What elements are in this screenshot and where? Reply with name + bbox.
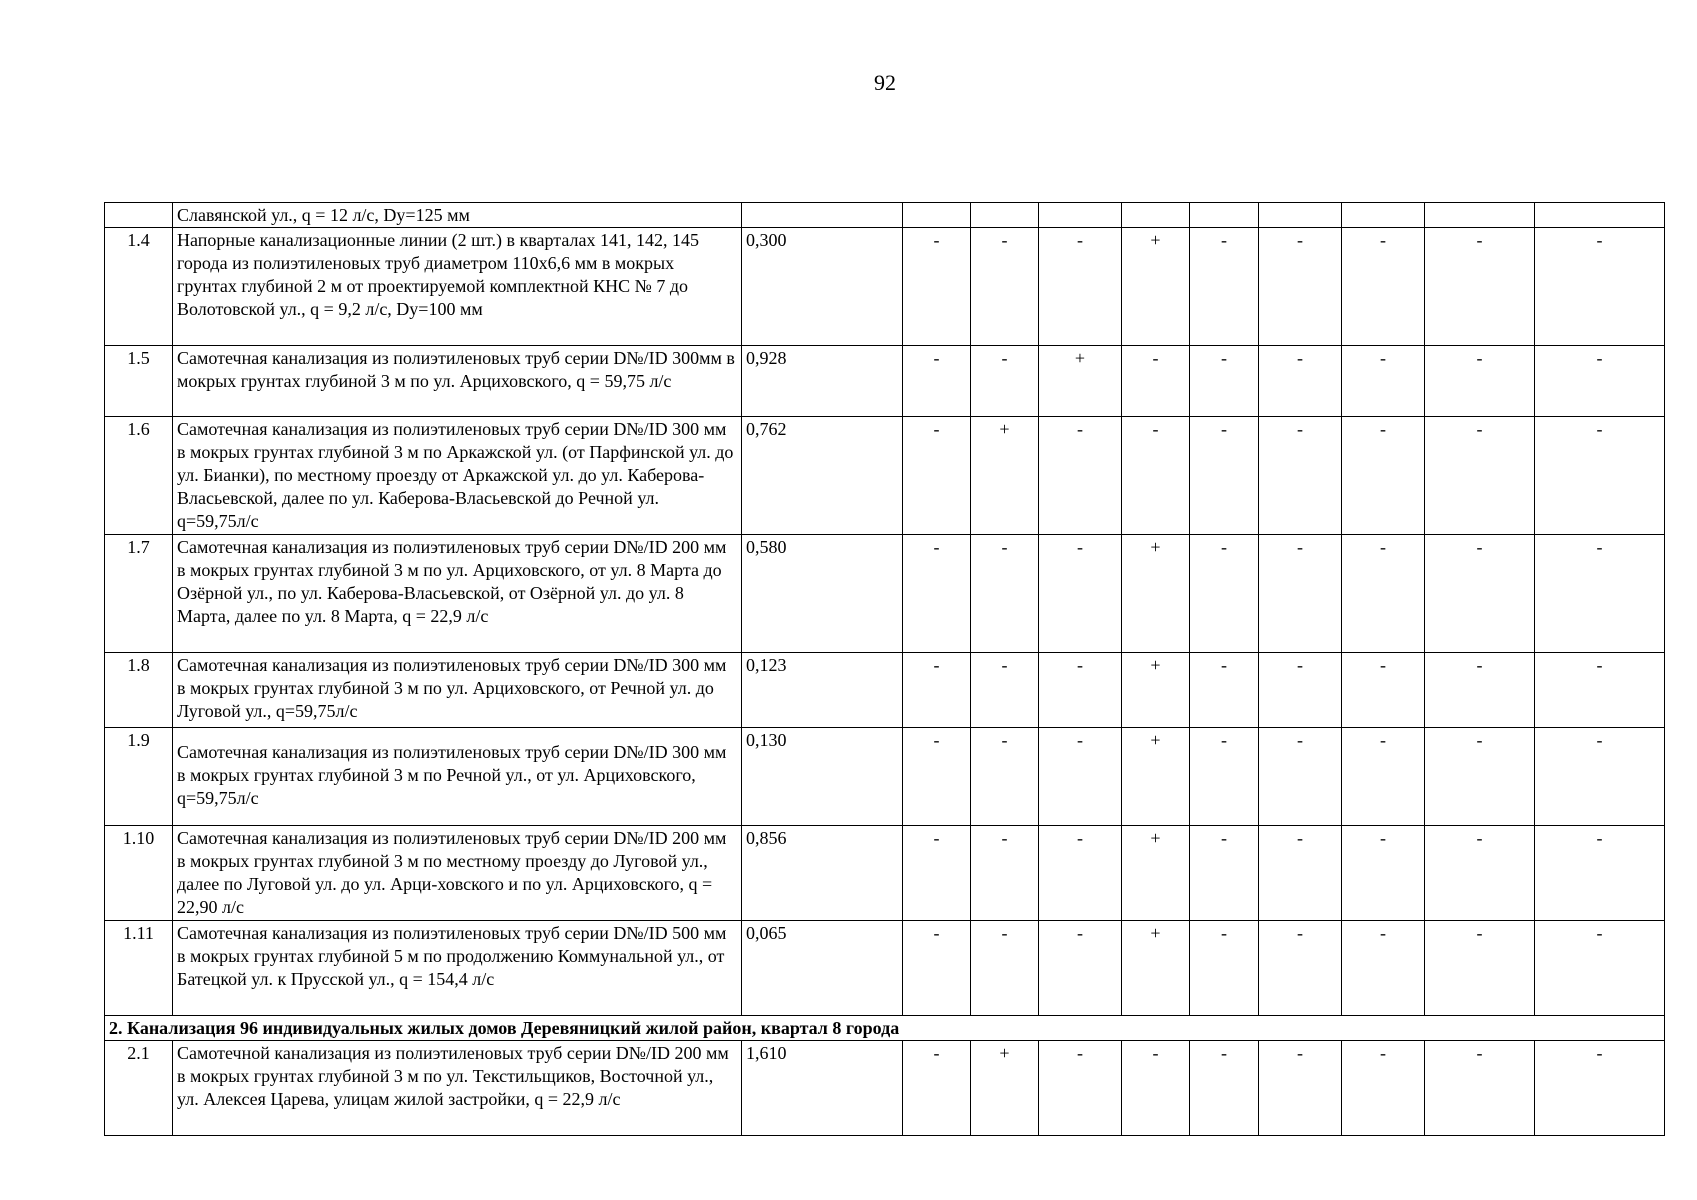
row-mark: -: [1190, 653, 1259, 728]
row-mark: -: [1425, 535, 1535, 653]
row-length: [742, 203, 903, 228]
row-description: Самотечная канализация из полиэтиленовых труб серии D№/ID 300 мм в мокрых грунтах глубиной 3 м по Речной ул., от ул. Арциховского, q=59,75л/с: [173, 728, 742, 826]
row-mark: -: [971, 826, 1039, 921]
row-number: 2.1: [105, 1041, 173, 1136]
row-mark: -: [1342, 1041, 1425, 1136]
row-mark: +: [1122, 535, 1190, 653]
table-row: [105, 728, 1665, 826]
row-mark: -: [971, 728, 1039, 826]
row-mark: +: [971, 1041, 1039, 1136]
row-mark: -: [1039, 228, 1122, 346]
row-mark: -: [1039, 728, 1122, 826]
row-mark: [971, 203, 1039, 228]
row-mark: -: [903, 535, 971, 653]
row-description: Самотечная канализация из полиэтиленовых труб серии D№/ID 300мм в мокрых грунтах глубиной 3 м по ул. Арциховского, q = 59,75 л/с: [173, 346, 742, 417]
row-number: 1.10: [105, 826, 173, 921]
row-mark: -: [1190, 728, 1259, 826]
row-mark: [1039, 203, 1122, 228]
row-mark: -: [1259, 535, 1342, 653]
row-number: 1.5: [105, 346, 173, 417]
row-mark: -: [1535, 921, 1665, 1016]
row-length: 0,928: [742, 346, 903, 417]
row-mark: -: [1342, 921, 1425, 1016]
row-mark: -: [903, 921, 971, 1016]
row-mark: -: [1535, 228, 1665, 346]
row-mark: -: [1190, 228, 1259, 346]
row-mark: -: [1259, 417, 1342, 535]
row-mark: -: [1342, 417, 1425, 535]
row-mark: -: [1190, 921, 1259, 1016]
table-row: [105, 346, 1665, 417]
section-heading: 2. Канализация 96 индивидуальных жилых домов Деревяницкий жилой район, квартал 8 города: [105, 1016, 1665, 1041]
row-mark: [903, 203, 971, 228]
row-mark: -: [1259, 228, 1342, 346]
row-mark: -: [1039, 921, 1122, 1016]
row-mark: -: [971, 228, 1039, 346]
row-mark: +: [971, 417, 1039, 535]
row-length: 0,762: [742, 417, 903, 535]
row-mark: -: [1190, 826, 1259, 921]
row-mark: -: [903, 228, 971, 346]
row-mark: -: [1122, 417, 1190, 535]
row-mark: -: [1535, 728, 1665, 826]
row-number: 1.7: [105, 535, 173, 653]
row-description: Самотечная канализация из полиэтиленовых труб серии D№/ID 500 мм в мокрых грунтах глубиной 5 м по продолжению Коммунальной ул., от Батецкой ул. к Прусской ул., q = 154,4 л/с: [173, 921, 742, 1016]
row-mark: -: [1259, 653, 1342, 728]
row-mark: -: [903, 346, 971, 417]
row-mark: -: [1190, 417, 1259, 535]
row-mark: -: [903, 653, 971, 728]
row-number: 1.4: [105, 228, 173, 346]
row-mark: -: [1425, 417, 1535, 535]
table-row: [105, 203, 1665, 228]
table-row: [105, 1041, 1665, 1136]
row-mark: -: [1425, 921, 1535, 1016]
row-number: 1.6: [105, 417, 173, 535]
row-mark: -: [1259, 1041, 1342, 1136]
row-mark: -: [1425, 228, 1535, 346]
row-mark: -: [1535, 1041, 1665, 1136]
row-mark: +: [1122, 653, 1190, 728]
row-mark: -: [1122, 1041, 1190, 1136]
row-mark: -: [903, 1041, 971, 1136]
row-length: 0,123: [742, 653, 903, 728]
row-mark: -: [1425, 728, 1535, 826]
table-row: [105, 826, 1665, 921]
row-mark: -: [903, 826, 971, 921]
row-mark: [1259, 203, 1342, 228]
row-mark: -: [1342, 728, 1425, 826]
row-mark: [1535, 203, 1665, 228]
row-mark: -: [1259, 921, 1342, 1016]
row-length: 0,065: [742, 921, 903, 1016]
row-mark: -: [1259, 346, 1342, 417]
row-mark: -: [971, 346, 1039, 417]
row-description: Самотечной канализация из полиэтиленовых труб серии D№/ID 200 мм в мокрых грунтах глубиной 3 м по ул. Текстильщиков, Восточной ул., ул. Алексея Царева, улицам жилой застройки, q = 22,9 л/с: [173, 1041, 742, 1136]
section-row: [105, 1016, 1665, 1041]
row-mark: +: [1122, 826, 1190, 921]
table-row: [105, 535, 1665, 653]
row-mark: -: [1535, 417, 1665, 535]
row-description: Самотечная канализация из полиэтиленовых труб серии D№/ID 300 мм в мокрых грунтах глубиной 3 м по Аркажской ул. (от Парфинской ул. до ул. Бианки), по местному проезду от Аркажской ул. до ул. Каберова-Власьевской, далее по ул. Каберова-Власьевской до Речной ул. q=59,75л/с: [173, 417, 742, 535]
row-mark: [1190, 203, 1259, 228]
row-mark: -: [1342, 228, 1425, 346]
row-mark: -: [903, 417, 971, 535]
table-row: [105, 228, 1665, 346]
row-mark: -: [971, 653, 1039, 728]
row-description: Напорные канализационные линии (2 шт.) в кварталах 141, 142, 145 города из полиэтиленовых труб диаметром 110х6,6 мм в мокрых грунтах глубиной 2 м от проектируемой комплектной КНС № 7 до Волотовской ул., q = 9,2 л/с, Dy=100 мм: [173, 228, 742, 346]
row-mark: -: [1342, 653, 1425, 728]
row-mark: -: [1039, 1041, 1122, 1136]
row-mark: -: [1190, 346, 1259, 417]
row-mark: -: [1535, 653, 1665, 728]
row-mark: +: [1122, 728, 1190, 826]
row-mark: [1122, 203, 1190, 228]
row-mark: -: [1425, 1041, 1535, 1136]
row-mark: -: [1425, 826, 1535, 921]
row-mark: +: [1122, 228, 1190, 346]
row-number: 1.9: [105, 728, 173, 826]
row-mark: -: [971, 535, 1039, 653]
table-row: [105, 417, 1665, 535]
row-mark: [1425, 203, 1535, 228]
row-mark: +: [1122, 921, 1190, 1016]
row-mark: -: [1122, 346, 1190, 417]
row-mark: -: [1342, 826, 1425, 921]
row-description: Самотечная канализация из полиэтиленовых труб серии D№/ID 300 мм в мокрых грунтах глубиной 3 м по ул. Арциховского, от Речной ул. до Луговой ул., q=59,75л/с: [173, 653, 742, 728]
page-number: 92: [874, 70, 896, 95]
row-number: [105, 203, 173, 228]
table-row: [105, 921, 1665, 1016]
row-mark: -: [971, 921, 1039, 1016]
row-description: Самотечная канализация из полиэтиленовых труб серии D№/ID 200 мм в мокрых грунтах глубиной 3 м по местному проезду до Луговой ул., далее по Луговой ул. до ул. Арци-ховского и по ул. Арциховского, q = 22,90 л/с: [173, 826, 742, 921]
row-description: Самотечная канализация из полиэтиленовых труб серии D№/ID 200 мм в мокрых грунтах глубиной 3 м по ул. Арциховского, от ул. 8 Марта до Озёрной ул., по ул. Каберова-Власьевской, от Озёрной ул. до ул. 8 Марта, далее по ул. 8 Марта, q = 22,9 л/с: [173, 535, 742, 653]
row-mark: -: [1039, 826, 1122, 921]
row-mark: -: [1259, 826, 1342, 921]
row-mark: -: [1425, 653, 1535, 728]
row-length: 0,130: [742, 728, 903, 826]
row-mark: -: [1190, 1041, 1259, 1136]
row-mark: -: [1535, 826, 1665, 921]
row-mark: -: [1190, 535, 1259, 653]
table-row: [105, 653, 1665, 728]
row-length: 0,580: [742, 535, 903, 653]
sewer-works-table: [104, 202, 1665, 1136]
row-mark: -: [903, 728, 971, 826]
row-length: 0,300: [742, 228, 903, 346]
row-length: 1,610: [742, 1041, 903, 1136]
row-mark: -: [1039, 417, 1122, 535]
row-mark: +: [1039, 346, 1122, 417]
row-number: 1.11: [105, 921, 173, 1016]
row-mark: -: [1535, 346, 1665, 417]
row-mark: -: [1342, 346, 1425, 417]
row-mark: -: [1259, 728, 1342, 826]
row-mark: -: [1342, 535, 1425, 653]
row-number: 1.8: [105, 653, 173, 728]
row-length: 0,856: [742, 826, 903, 921]
row-mark: -: [1535, 535, 1665, 653]
row-mark: -: [1039, 653, 1122, 728]
row-description: Славянской ул., q = 12 л/с, Dy=125 мм: [173, 203, 742, 228]
row-mark: [1342, 203, 1425, 228]
row-mark: -: [1425, 346, 1535, 417]
row-mark: -: [1039, 535, 1122, 653]
